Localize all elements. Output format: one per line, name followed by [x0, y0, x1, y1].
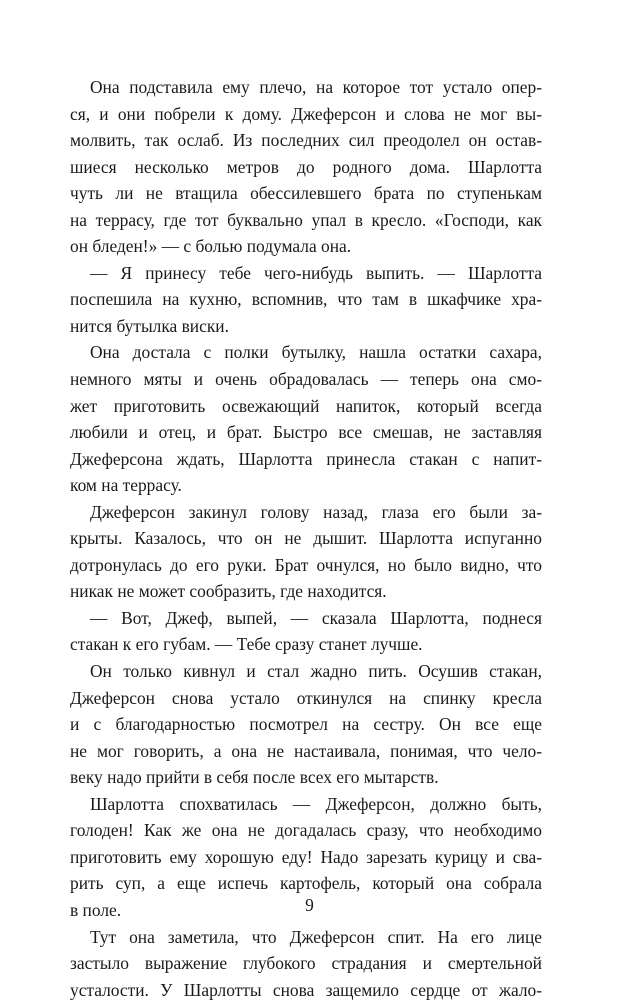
text-line: не мог говорить, а она не настаивала, понимая, что чело- [70, 738, 542, 765]
text-line: Джеферсон снова устало откинулся на спинку кресла [70, 685, 542, 712]
text-line: веку надо прийти в себя после всех его мытарств. [70, 764, 542, 791]
paragraph [70, 339, 542, 498]
text-line: — Вот, Джеф, выпей, — сказала Шарлотта, поднеся [70, 605, 542, 632]
text-line: шиеся несколько метров до родного дома. Шарлотта [70, 154, 542, 181]
text-line: голоден! Как же она не догадалась сразу, что необходимо [70, 817, 542, 844]
text-line: Джеферсона ждать, Шарлотта принесла стакан с напит- [70, 446, 542, 473]
text-line: дотронулась до его руки. Брат очнулся, но было видно, что [70, 552, 542, 579]
paragraph [70, 499, 542, 605]
text-line: Джеферсон закинул голову назад, глаза его были за- [70, 499, 542, 526]
text-line: — Я принесу тебе чего-нибудь выпить. — Шарлотта [70, 260, 542, 287]
text-line: крыты. Казалось, что он не дышит. Шарлотта испуганно [70, 525, 542, 552]
paragraph [70, 924, 542, 1003]
text-line: Он только кивнул и стал жадно пить. Осушив стакан, [70, 658, 542, 685]
text-line: он бледен!» — с болью подумала она. [70, 233, 542, 260]
text-line: Она подставила ему плечо, на которое тот устало опер- [70, 74, 542, 101]
text-line: приготовить ему хорошую еду! Надо зарезать курицу и сва- [70, 844, 542, 871]
text-line: Шарлотта спохватилась — Джеферсон, должно быть, [70, 791, 542, 818]
text-line: на террасу, где тот буквально упал в кресло. «Господи, как [70, 207, 542, 234]
text-line: ся, и они побрели к дому. Джеферсон и слова не мог вы- [70, 101, 542, 128]
text-line: нится бутылка виски. [70, 313, 542, 340]
text-line: никак не может сообразить, где находится. [70, 578, 542, 605]
text-line: чуть ли не втащила обессилевшего брата по ступенькам [70, 180, 542, 207]
text-line: рить суп, а еще испечь картофель, который она собрала [70, 870, 542, 897]
text-line: ком на террасу. [70, 472, 542, 499]
paragraph [70, 74, 542, 260]
text-line: застыло выражение глубокого страдания и смертельной [70, 950, 542, 977]
page-number: 9 [0, 895, 619, 916]
text-line: Тут она заметила, что Джеферсон спит. На его лице [70, 924, 542, 951]
body-text [70, 74, 542, 1003]
paragraph [70, 658, 542, 791]
text-line: Она достала с полки бутылку, нашла остатки сахара, [70, 339, 542, 366]
paragraph [70, 605, 542, 658]
text-line: усталости. У Шарлотты снова защемило сердце от жало- [70, 977, 542, 1003]
text-line: стакан к его губам. — Тебе сразу станет лучше. [70, 631, 542, 658]
text-line: и с благодарностью посмотрел на сестру. Он все еще [70, 711, 542, 738]
paragraph [70, 260, 542, 340]
text-line: жет приготовить освежающий напиток, который всегда [70, 393, 542, 420]
text-line: молвить, так ослаб. Из последних сил преодолел он остав- [70, 127, 542, 154]
text-line: поспешила на кухню, вспомнив, что там в шкафчике хра- [70, 286, 542, 313]
text-line: любили и отец, и брат. Быстро все смешав, не заставляя [70, 419, 542, 446]
text-line: в поле. [70, 897, 542, 924]
text-line: немного мяты и очень обрадовалась — теперь она смо- [70, 366, 542, 393]
